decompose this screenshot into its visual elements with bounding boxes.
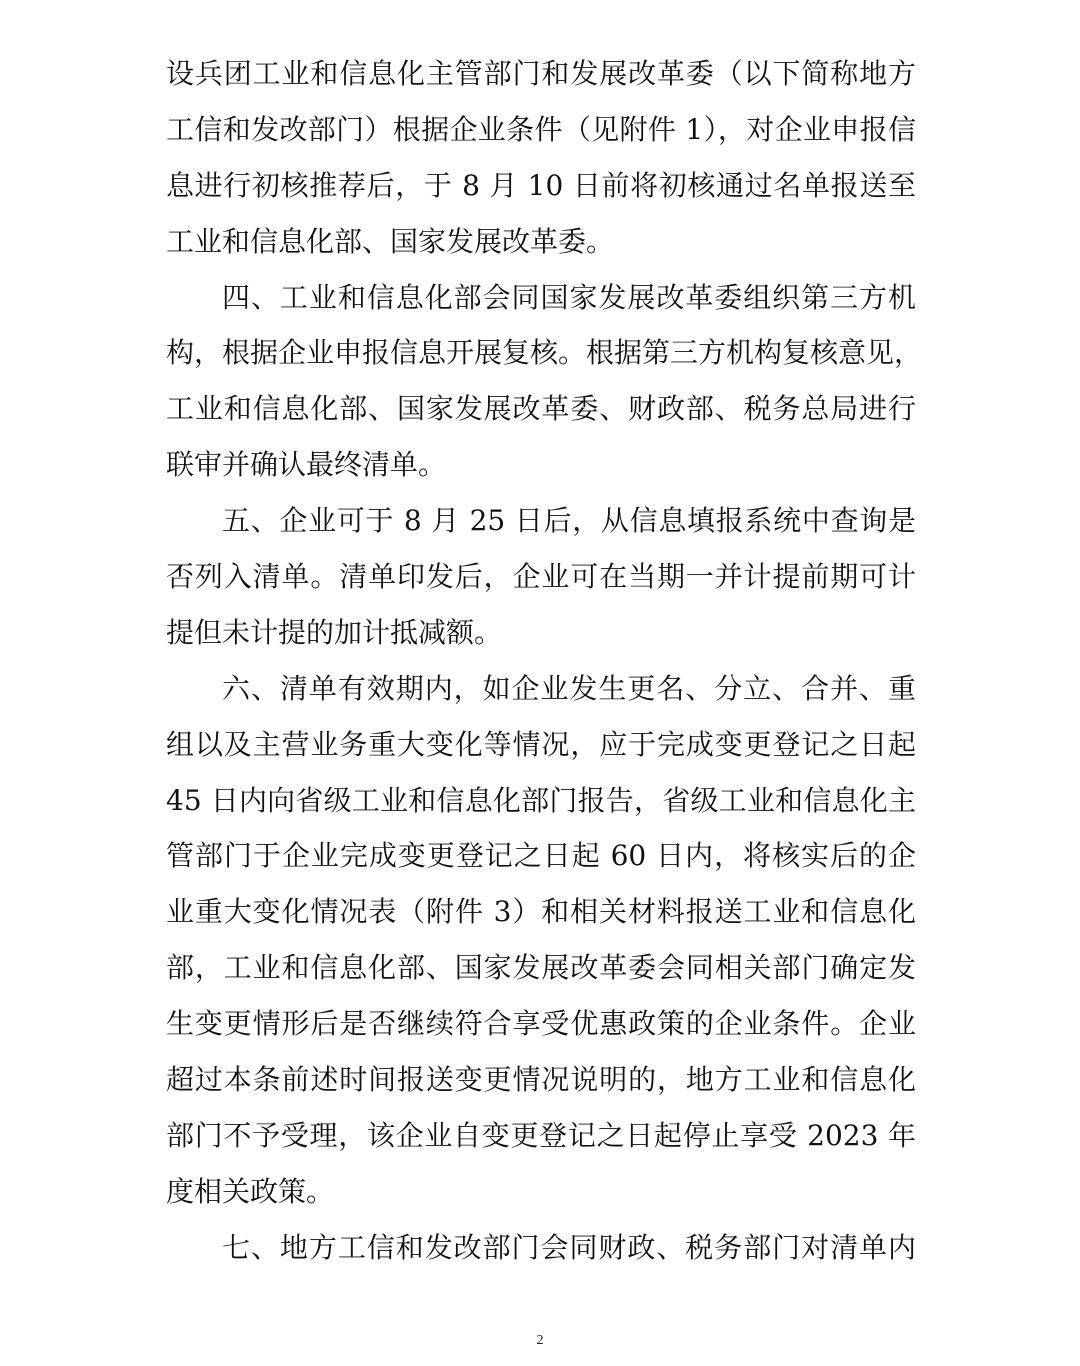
- text-line: 设兵团工业和信息化主管部门和发展改革委（以下简称地方: [166, 57, 916, 90]
- page-number: 2: [536, 1333, 544, 1348]
- text-line: 提但未计提的加计抵减额。: [166, 615, 503, 649]
- text-line: 工业和信息化部、国家发展改革委。: [166, 224, 615, 258]
- paragraph-six-start: 六、清单有效期内，如企业发生更名、分立、合并、重: [222, 671, 916, 705]
- text-line: 部，工业和信息化部、国家发展改革委会同相关部门确定发: [166, 951, 916, 985]
- paragraph-four-start: 四、工业和信息化部会同国家发展改革委组织第三方机: [222, 280, 916, 314]
- text-line: 度相关政策。: [166, 1174, 335, 1208]
- paragraph-seven-start: 七、地方工信和发改部门会同财政、税务部门对清单内: [222, 1230, 916, 1264]
- body-text: [166, 46, 923, 1276]
- text-line: 息进行初核推荐后，于 8 月 10 日前将初核通过名单报送至: [166, 168, 916, 202]
- text-line: 超过本条前述时间报送变更情况说明的，地方工业和信息化: [166, 1063, 916, 1097]
- text-line: 联审并确认最终清单。: [166, 448, 447, 482]
- text-line: 管部门于企业完成变更登记之日起 60 日内，将核实后的企: [166, 839, 916, 873]
- paragraph-five-start: 五、企业可于 8 月 25 日后，从信息填报系统中查询是: [222, 504, 916, 538]
- text-line: 否列入清单。清单印发后，企业可在当期一并计提前期可计: [166, 560, 916, 594]
- text-line: 工业和信息化部、国家发展改革委、财政部、税务总局进行: [166, 392, 916, 426]
- text-line: 部门不予受理，该企业自变更登记之日起停止享受 2023 年: [166, 1118, 916, 1152]
- text-line: 工信和发改部门）根据企业条件（见附件 1），对企业申报信: [166, 112, 916, 146]
- text-line: 业重大变化情况表（附件 3）和相关材料报送工业和信息化: [166, 895, 916, 929]
- text-line: 组以及主营业务重大变化等情况，应于完成变更登记之日起: [166, 727, 916, 761]
- text-line: 生变更情形后是否继续符合享受优惠政策的企业条件。企业: [166, 1007, 916, 1041]
- text-line: 45 日内向省级工业和信息化部门报告，省级工业和信息化主: [166, 783, 916, 817]
- text-line: 构，根据企业申报信息开展复核。根据第三方机构复核意见，: [166, 336, 923, 370]
